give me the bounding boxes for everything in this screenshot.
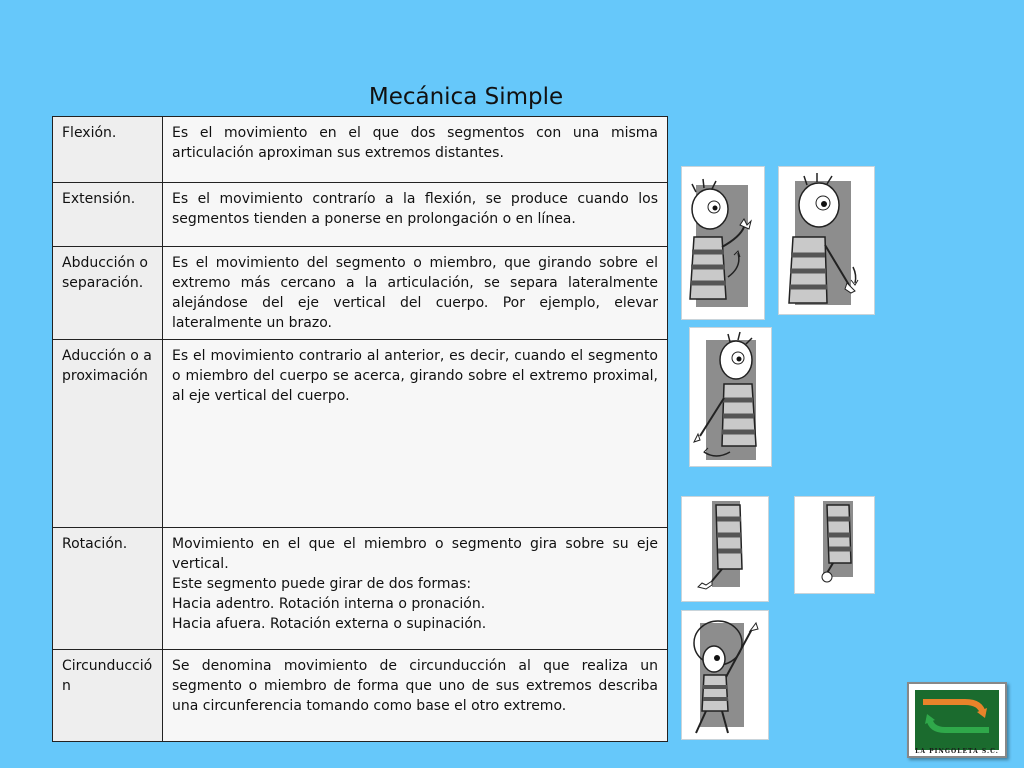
definition-line: Hacia afuera. Rotación externa o supinación.	[172, 616, 487, 632]
table-row	[53, 528, 668, 650]
movements-table	[52, 116, 668, 742]
definition-cell	[163, 528, 668, 650]
definition-cell: Es el movimiento contrarío a la flexión, se produce cuando los segmentos tienden a ponerse en prolongación o en línea.	[163, 183, 668, 247]
page-title: Mecánica Simple	[368, 84, 564, 110]
rotation-external-illustration	[794, 496, 875, 594]
term-cell: Rotación.	[53, 528, 163, 650]
table-row	[53, 117, 668, 183]
logo-text: LA PINGOLETA S.C.	[915, 748, 999, 755]
table-row	[53, 247, 668, 340]
term-cell: Abducción o separación.	[53, 247, 163, 340]
definition-cell: Se denomina movimiento de circunducción al que realiza un segmento o miembro de forma que uno de sus extremos describa una circunferencia tomando como base el otro extremo.	[163, 650, 668, 742]
pingoleta-logo	[907, 682, 1007, 758]
rotation-internal-illustration	[681, 496, 769, 602]
definition-cell: Es el movimiento en el que dos segmentos con una misma articulación aproximan sus extremos distantes.	[163, 117, 668, 183]
definition-cell: Es el movimiento contrario al anterior, es decir, cuando el segmento o miembro del cuerpo se acerca, girando sobre el extremo proximal, al eje vertical del cuerpo.	[163, 340, 668, 528]
term-cell: Extensión.	[53, 183, 163, 247]
table-row	[53, 340, 668, 528]
definition-line: Este segmento puede girar de dos formas:	[172, 576, 472, 592]
table-row	[53, 183, 668, 247]
adduction-illustration	[689, 327, 772, 467]
term-cell: Flexión.	[53, 117, 163, 183]
definition-cell: Es el movimiento del segmento o miembro, que girando sobre el extremo más cercano a la articulación, se separa lateralmente alejándose del eje vertical del cuerpo. Por ejemplo, elevar lateralmente un brazo.	[163, 247, 668, 340]
flexion-illustration	[681, 166, 765, 320]
extension-illustration	[778, 166, 875, 315]
definition-line: Hacia adentro. Rotación interna o pronación.	[172, 596, 486, 612]
definition-line: Movimiento en el que el miembro o segmento gira sobre su eje vertical.	[172, 536, 658, 572]
table-row	[53, 650, 668, 742]
term-cell: Aducción o aproximación	[53, 340, 163, 528]
term-cell: Circunducción	[53, 650, 163, 742]
circumduction-illustration	[681, 610, 769, 740]
logo-emblem	[915, 690, 999, 750]
